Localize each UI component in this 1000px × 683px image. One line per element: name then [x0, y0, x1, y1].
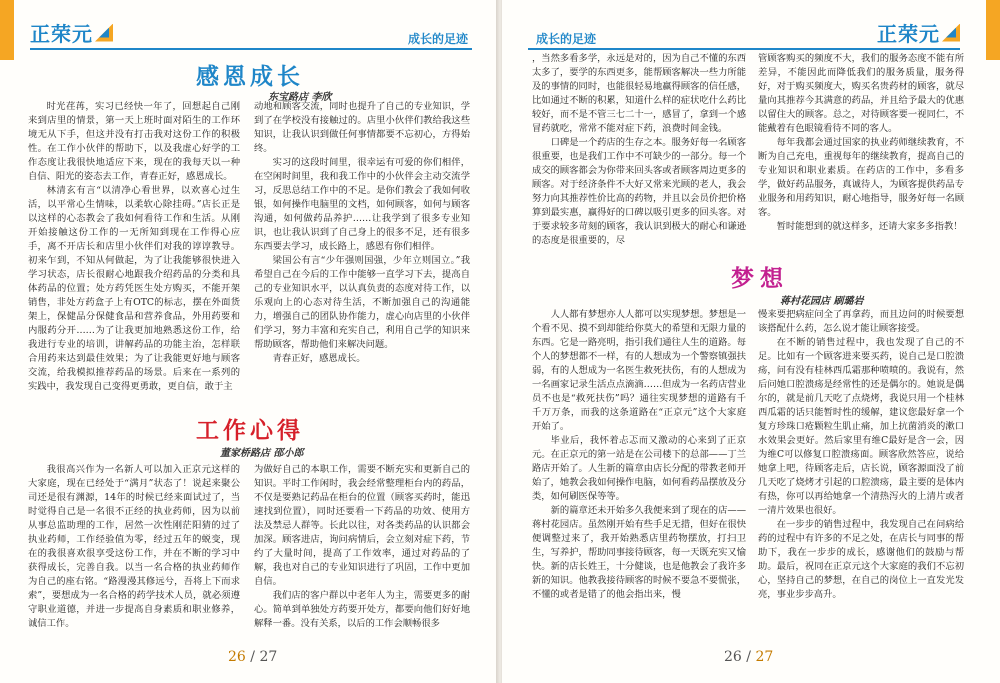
article-column [758, 308, 964, 602]
right-page [502, 0, 1000, 683]
brand-name: 正荣元 [30, 22, 93, 46]
page-number: 26 / 27 [724, 649, 774, 665]
article-byline: 东宝路店 李欣 [268, 92, 332, 103]
brand-name: 正荣元 [877, 22, 940, 46]
paragraph: 在不断的销售过程中，我也发现了自己的不足。比如有一个顾客进来要买药，说自己是口腔溃疡，问有没有桂林西瓜霜那种喷喷的。我说有，然后问她口腔溃疡是经常性的还是偶尔的。她说是偶尔的，就是前几天吃了点烧烤，我说只用一个桂林西瓜霜的话只能暂时性的缓解，建议您最好拿一个复方珍珠口疮颗粒生肌止痛，加上抗菌消炎的漱口水效果会更好。然后家里有维C最好是含一会，因为维C可以修复口腔溃疡面。顾客欣然答应，说给她拿上吧，待顾客走后，店长说，顾客源面没了前几天吃了烧烤才引起的口腔溃疡，最主要的是体内有热，你可以再给她拿一个清热泻火的上清片或者一清片效果也很好。 [758, 337, 964, 516]
article-title: 工作心得 [196, 418, 304, 444]
article-column [28, 100, 240, 394]
brand-logo [30, 18, 113, 47]
paragraph: 我们店的客户群以中老年人为主，需要更多的耐心。简单到单独处方药要开处方，都要向他们好好地解释一番。没有关系，以后的工作会顺畅很多 [254, 590, 470, 629]
corner-accent [0, 0, 14, 60]
article-column [758, 52, 964, 234]
paragraph: 实习的这段时间里，很幸运有可爱的你们相伴，在空闲时间里，我和我工作中的小伙伴会主动交流学习，反思总结工作中的不足。是你们教会了我如何收银，如何操作电脑里的文档，如何顾客，如何与顾客沟通，如何做药品养护……让我学到了很多专业知识，也让我认识到了自己身上的很多不足，还有很多东西要去学习，成长路上，感恩有你们相伴。 [254, 157, 470, 252]
paragraph: 梁国公有言“少年强则国强，少年立则国立。”我希望自己在今后的工作中能够一直学习下去，提高自己的专业知识水平，以认真负责的态度对待工作，以乐观向上的心态对待生活，不断加强自己的沟通能力，增强自己的团队协作能力，虚心向店里的小伙伴们学习，努力丰富和充实自己，利用自己学的知识来帮助顾客，帮助他们来解决问题。 [254, 255, 470, 350]
article-column [28, 463, 240, 631]
article-column [254, 100, 470, 366]
paragraph: ，当然多看多学，永远是对的，因为自己不懂的东西太多了，要学的东西更多，能帮顾客解决一些力所能及的事情的同时，也能很轻易地赢得顾客的信任感，比如通过不断的积累，知道什么样的症状吃什么药比较好，而不是不管三七二十一，感冒了，拿到一个感冒药就吃，常常不能对症下药，浪费时间金钱。 [532, 53, 746, 134]
header-rule [528, 48, 960, 50]
paragraph: 管顾客购买的频度不大，我们的服务态度不能有所差异，不能因此而降低我们的服务质量，服务得好，对于购买频度大，购买名贵药材的顾客，就尽量向其推荐今其满意的药品，并且给予最大的优惠以留住大的顾客。总之，对待顾客要一视同仁，不能戴着有色眼镜看待不同的客人。 [758, 53, 964, 134]
paragraph: 我很高兴作为一名新人可以加入正京元这样的大家庭，现在已经处于“满月”状态了！说起来聚公司还是很有渊源，14年的时候已经来面试过了，当时觉得自己是一名很不正经的执业药师，因为以前从事总监助理的工作，居然一次性刚茫阳猜的过了执业药师，工作经验值为零，经过五年的蜕变，现在的我很喜欢很享受这份工作，并在不断的学习中获得成长，完善自我。以当一名合格的执业药师作为自己的座右铭。“路漫漫其修远兮，吾将上下而求索”，要想成为一名合格的药学技术人员，就必须遵守职业道德，并进一步提高自身素质和职业修养，诚信工作。 [28, 464, 240, 629]
paragraph: 人人都有梦想亦人人都可以实现梦想。梦想是一个看不见、摸不到却能给你莫大的希望和无限力量的东西。它是一路亮明，指引我们通往人生的道路。每个人的梦想都不一样，有的人想成为一个警察镇强扶弱，有的人想成为一名医生救死扶伤，有的人想成为一名画家记录生活点点滴滴……但成为一名药店营业员不也是“救死扶伤”吗？通往实现梦想的道路有千千万万条，而我的这条道路在“正京元”这个大家庭开始了。 [532, 309, 746, 432]
article-column [532, 308, 746, 602]
page-number: 26 / 27 [228, 649, 278, 665]
section-name: 成长的足迹 [536, 32, 597, 46]
article-title: 梦想 [731, 266, 789, 292]
brand-logo [877, 18, 960, 47]
header-rule [30, 48, 472, 50]
corner-accent [986, 0, 1000, 60]
logo-mark-icon [95, 24, 113, 42]
logo-mark-icon [942, 24, 960, 42]
paragraph: 每年我都会通过国家的执业药师继续教育，不断为自己充电，重视每年的继续教育，提高自己的专业知识和职业素质。在药店的工作中，多看多学，做好药品服务，真诚待人，为顾客提供药品专业服务和用药知识，耐心地指导，服务好每一名顾客。 [758, 137, 964, 218]
article-column [254, 463, 470, 631]
paragraph: 时光荏苒，实习已经快一年了，回想起自己刚来到店里的情景，第一天上班时面对陌生的工作环境无从下手，但这并没有打击我对这份工作的积极性。在工作小伙伴的帮助下，以及我虚心好学的工作态度让我很快地适应下来，现在的我每天以一种自信、阳光的姿态去工作，青春正好，感恩成长。 [28, 101, 240, 182]
article-byline: 蒋村花园店 刷璐岩 [780, 296, 864, 307]
paragraph: 口碑是一个药店的生存之本。服务好每一名顾客很重要，也是我们工作中不可缺少的一部分。每一个成交的顾客都会为你带来回头客或者顾客周边更多的顾客。对于经济条件不大好又常来光顾的老人，我会努力向其推荐性价比高的药物，并且以会员价把价格算到最实惠，赢得好的口碑以吸引更多的回头客。对于要求较多苛刻的顾客，我认识到极大的耐心和谦逊的态度是很重要的，尽 [532, 137, 746, 246]
article-title: 感恩成长 [196, 64, 304, 90]
paragraph: 为做好自己的本职工作，需要不断充实和更新自己的知识。平时工作闲时，我会经常整理柜台内的药品，不仅是要熟记药品在柜台的位置（顾客买药时，能迅速找到位置），同时还要看一下药品的功效、使用方法及禁忌人群等。长此以往，对各类药品的认识都会加深。顾客进店，询问病情后，会立刻对症下药，节约了大量时间，提高了工作效率，通过对药品的了解，我也对自己的专业知识进行了巩固，工作中更加自信。 [254, 464, 470, 587]
paragraph: 在一步步的销售过程中，我发现自己在问病给药的过程中有许多的不足之处，在店长与同事的帮助下，我在一步步的成长，感谢他们的鼓励与帮助。最后，祝同在正京元这个大家庭的我们不忘初心，坚持自己的梦想，在自己的岗位上一直发光发亮，事业步步高升。 [758, 519, 964, 600]
paragraph: 动地和顾客交流，同时也提升了自己的专业知识，学到了在学校没有接触过的。店里小伙伴们教给我这些知识，让我认识到做任何事情都要不忘初心，方得始终。 [254, 101, 470, 154]
article-column [532, 52, 746, 248]
article-byline: 董家桥路店 邵小郎 [220, 448, 304, 459]
section-name: 成长的足迹 [407, 32, 468, 46]
paragraph: 青春正好，感恩成长。 [272, 353, 366, 364]
paragraph: 暂时能想到的就这样多，还请大家多多指教！ [776, 221, 963, 232]
paragraph: 慢来要把病症问全了再拿药，而且边问的时候要想该搭配什么药，怎么说才能让顾客接受。 [758, 309, 964, 334]
paragraph: 林清玄有言“以清净心看世界，以欢喜心过生活，以平常心生情味，以柔软心除挂碍。”店长正是以这样的心态教会了我如何看待工作和生活。从刚开始接触这份工作的一无所知到现在工作得心应手，离不开店长和店里小伙伴们对我的谆谆教导。初来乍到，不知从何做起，为了让我能够很快进入学习状态，店长很耐心地跟我介绍药品的分类和具体药品的位置；处方药凭医生处方购买，不能开架销售，非处方药盒子上有OTC的标志，摆在外面货架上，保健品分保健食品和营养食品，外用药要和内服药分开……为了让我更加地熟悉这份工作，给我进行专业的培训，讲解药品的功能主治，怎样联合用药来达到最佳效果；为了让我能更好地与顾客交流，给我模拟推荐药品的场景。后来在一系列的实践中，我发现自己变得更勇敢，更自信，敢于主 [28, 185, 240, 392]
paragraph: 毕业后，我怀着忐忑而又激动的心来到了正京元。在正京元的第一站是在公司楼下的总部——丁兰路店开始了。人生新的篇章由店长分配的带教老师开始了，她教会我如何操作电脑，如何看药品摆放及分类，如何刷医保等等。 [532, 435, 746, 502]
left-page [0, 0, 498, 683]
paragraph: 新的篇章还未开始多久我便来到了现在的店——蒋村花园店。虽然刚开始有些手足无措，但好在很快便调整过来了，我开始熟悉店里药物摆放，打扫卫生，写养护，帮助同事接待顾客，每一天既充实又愉快。新的店长姓王，十分健谈，也是他教会了我许多新的知识。他教我接待顾客的时候不要急不要慌张，不懂的或者是错了的他会指出来，慢 [532, 505, 746, 600]
